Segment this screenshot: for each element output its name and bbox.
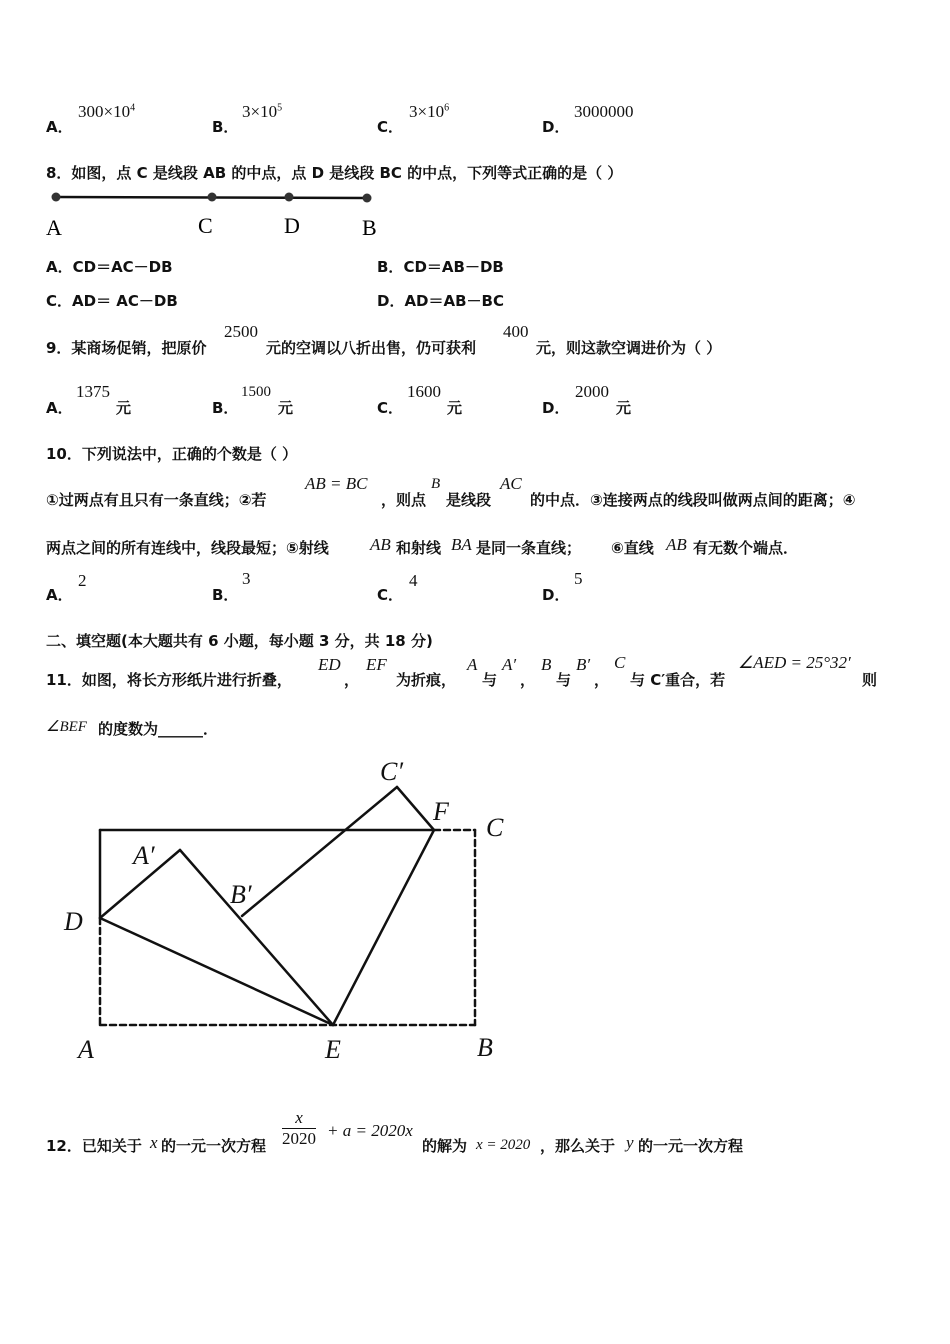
q9-option-d: D． [542,399,570,417]
label-c: C [486,813,504,842]
q11-stem-2: 为折痕， [396,671,457,689]
q12-stem-1: 12．已知关于 [46,1137,142,1155]
q7-option-d: D． [542,118,570,136]
q12-x: x [150,1133,158,1152]
q10-line1-c: 是线段 [446,491,492,509]
q10-line1-b: ，则点 [381,491,427,509]
q7-option-a: A． [46,118,73,136]
q11-ef: EF [366,655,387,674]
q10-segment-ac: AC [500,474,522,493]
q9-option-c: C． [377,399,404,417]
fold-figure [0,740,560,1080]
q10-ray-ba: BA [451,535,472,554]
q10-option-d-value: 5 [574,569,583,588]
point-c-dot [208,193,217,202]
q11-ed: ED [318,655,341,674]
q10-eq: AB = BC [305,474,368,493]
label-e: E [325,1035,341,1064]
q9-option-b-unit: 元 [278,399,294,417]
q10-option-b: B． [212,586,239,604]
label-d: D [64,907,83,936]
q12-eq-rest: + a = 2020x [327,1121,413,1140]
q11-b: B [541,655,552,674]
segment-bprime-cprime [242,787,397,916]
q9-option-c-unit: 元 [447,399,463,417]
q8-option-d: D．AD＝AB－BC [377,292,504,310]
q11-stem-4: 则 [862,671,878,689]
q12-stem-4: ，那么关于 [540,1137,616,1155]
q10-line2-b: 和射线 [396,539,442,557]
q9-stem-2: 元的空调以八折出售，仍可获利 [266,339,477,357]
crease-ed [100,918,333,1025]
q9-option-a-unit: 元 [116,399,132,417]
q10-line2-a: 两点之间的所有连线中，线段最短；⑤射线 [46,539,329,557]
q11-c: C [614,653,626,672]
label-c: C [198,213,213,238]
q10-option-a-value: 2 [78,571,87,590]
q8-option-c: C．AD＝ AC－DB [46,292,178,310]
q11-stem-3: 与 C′重合，若 [630,671,726,689]
q9-option-a-value: 1375 [76,382,110,401]
q11-yu-1: 与 [482,671,498,689]
label-b: B [477,1033,493,1062]
q11-b-prime: B′ [576,655,591,674]
section-title: 二、填空题(本大题共有 6 小题，每小题 3 分，共 18 分) [46,632,433,650]
point-b-dot [363,194,372,203]
q7-option-c: C． [377,118,404,136]
q9-option-c-value: 1600 [407,382,441,401]
q9-stem-3: 元，则这款空调进价为（ ） [536,339,722,357]
q10-option-a: A． [46,586,73,604]
segment-aprime-e [180,850,333,1025]
label-a-prime: A′ [133,841,155,870]
q7-option-d-value: 3000000 [574,102,634,121]
q7-option-a-value: $300\times 10^4$ [78,102,136,121]
q11-blank: 的度数为______． [98,720,219,738]
q11-a: A [467,655,478,674]
q11-stem-1: 11．如图，将长方形纸片进行折叠， [46,671,292,689]
q9-option-a: A． [46,399,73,417]
q9-option-d-value: 2000 [575,382,609,401]
label-c-prime: C′ [380,757,404,786]
q11-angle: ∠AED = 25°32′ [738,653,851,672]
q12-fraction: $\frac{x}{2020}$ [282,1108,316,1148]
label-a: A [78,1035,94,1064]
q9-price: 2500 [224,322,258,341]
q12-solution: x = 2020 [476,1137,531,1153]
point-d-dot [285,193,294,202]
segment-cprime-f [397,787,434,830]
q11-comma-1: ， [344,671,360,689]
q8-option-b: B．CD＝AB－DB [377,258,504,276]
label-b: B [362,215,377,240]
q11-comma-3: ， [594,671,610,689]
q9-option-b: B． [212,399,239,417]
q10-line1-d: 的中点．③连接两点的线段叫做两点间的距离；④ [530,491,856,509]
q7-option-b-value: $3\times 10^5$ [242,102,283,121]
q9-profit: 400 [503,322,529,341]
q9-option-d-unit: 元 [616,399,632,417]
crease-ef [333,830,434,1025]
q10-line1-a: ①过两点有且只有一条直线；②若 [46,491,267,509]
label-d: D [284,213,300,238]
q10-stem: 10．下列说法中，正确的个数是（ ） [46,445,298,463]
q9-option-b-value: 1500 [241,384,271,400]
q8-option-a: A．CD＝AC－DB [46,258,173,276]
q10-line2-c: 是同一条直线； [476,539,582,557]
label-a: A [46,215,62,240]
q10-option-b-value: 3 [242,569,251,588]
q11-comma-2: ， [520,671,536,689]
q10-line-ab: AB [666,535,687,554]
q10-option-c: C． [377,586,404,604]
q10-line2-e: 有无数个端点． [693,539,799,557]
q12-stem-2: 的一元一次方程 [161,1137,267,1155]
q10-line2-d: ⑥直线 [611,539,654,557]
q8-stem: 8．如图，点 C 是线段 AB 的中点，点 D 是线段 BC 的中点，下列等式正确的是（ ） [46,164,623,182]
q10-ray-ab: AB [370,535,391,554]
q9-stem-1: 9．某商场促销，把原价 [46,339,207,357]
q11-a-prime: A′ [502,655,517,674]
label-b-prime: B′ [230,880,252,909]
point-a-dot [52,193,61,202]
q10-option-c-value: 4 [409,571,418,590]
q12-stem-5: 的一元一次方程 [638,1137,744,1155]
q12-stem-3: 的解为 [422,1137,468,1155]
label-f: F [433,797,449,826]
q7-option-c-value: $3\times 10^6$ [409,102,450,121]
q10-option-d: D． [542,586,570,604]
q11-angle-bef: ∠BEF [46,719,87,735]
q12-y: y [626,1133,634,1152]
q10-point-b: B [431,476,441,492]
q11-yu-2: 与 [556,671,572,689]
q8-segment-figure [40,185,390,245]
q7-option-b: B． [212,118,239,136]
